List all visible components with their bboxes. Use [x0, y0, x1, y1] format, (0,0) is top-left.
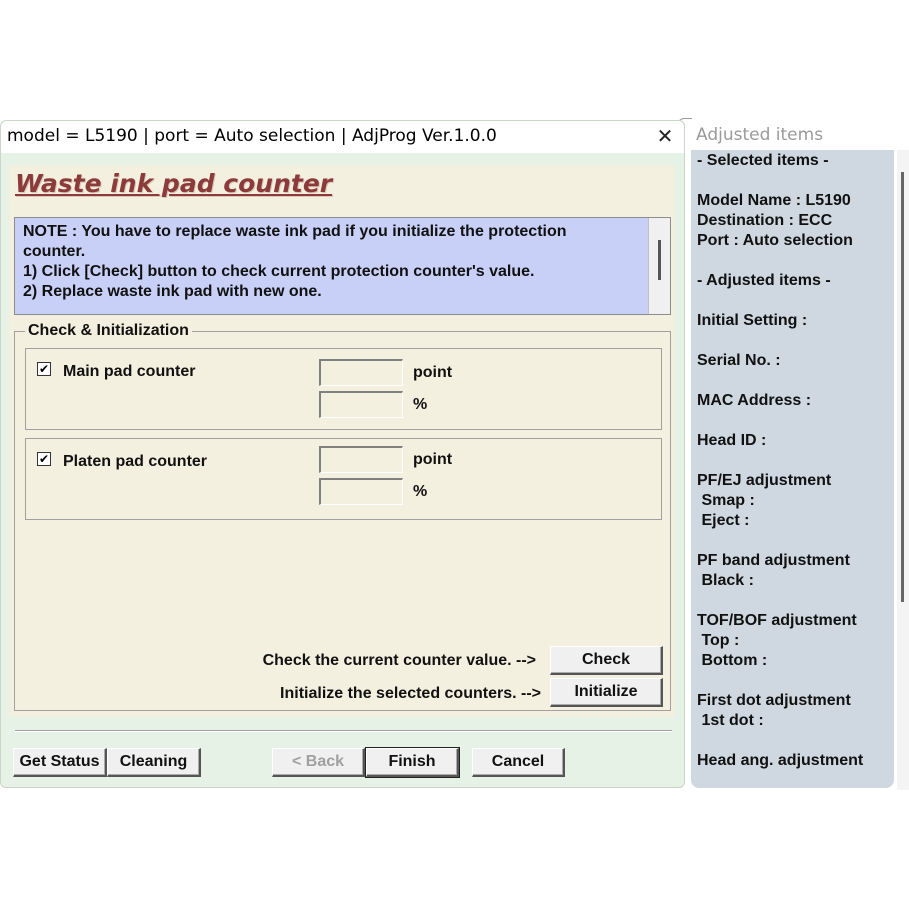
adjusted-item-line: Black :: [697, 572, 754, 589]
adjusted-item-line: Eject :: [697, 512, 750, 529]
adjusted-item-line: Top :: [697, 632, 740, 649]
note-scrollbar[interactable]: [648, 218, 670, 314]
note-line: 1) Click [Check] button to check current protection counter's value.: [23, 263, 535, 280]
check-init-group: [14, 322, 671, 711]
note-scroll-thumb[interactable]: [658, 240, 661, 280]
platen-pad-section: [25, 438, 662, 520]
adjusted-item-line: PF/EJ adjustment: [697, 472, 832, 489]
adjusted-item-line: Head ID :: [697, 432, 767, 449]
main-pad-point-unit: point: [413, 364, 453, 381]
initialize-button[interactable]: Initialize: [550, 678, 663, 707]
main-pad-percent-field[interactable]: [319, 391, 403, 418]
adjusted-item-line: Destination : ECC: [697, 212, 833, 229]
finish-button[interactable]: Finish: [366, 748, 459, 777]
adjusted-item-line: Model Name : L5190: [697, 192, 851, 209]
adjusted-items-list: [691, 150, 894, 788]
note-box: [14, 217, 671, 315]
platen-pad-percent-field[interactable]: [319, 478, 403, 505]
platen-pad-point-unit: point: [413, 451, 453, 468]
cancel-button[interactable]: Cancel: [472, 748, 565, 777]
main-pad-checkbox[interactable]: ✔: [38, 362, 50, 376]
main-pad-section: [25, 348, 662, 430]
note-line: counter.: [23, 243, 86, 260]
adjusted-items-panel: [685, 120, 909, 789]
side-scroll-thumb[interactable]: [901, 172, 904, 602]
note-line: NOTE : You have to replace waste ink pad if you initialize the protection: [23, 223, 567, 240]
adjusted-item-line: 1st dot :: [697, 712, 764, 729]
adjusted-item-line: Initial Setting :: [697, 312, 808, 329]
adjusted-item-line: Bottom :: [697, 652, 768, 669]
adjusted-item-line: Head ang. adjustment: [697, 752, 864, 769]
adjusted-item-line: PF band adjustment: [697, 552, 850, 569]
initialize-prompt: Initialize the selected counters. -->: [280, 685, 541, 702]
cleaning-button[interactable]: Cleaning: [107, 748, 201, 777]
check-prompt: Check the current counter value. -->: [262, 652, 536, 669]
content-panel: [9, 165, 674, 717]
platen-pad-percent-unit: %: [413, 483, 428, 500]
side-scrollbar[interactable]: [897, 150, 909, 790]
close-icon[interactable]: ✕: [656, 124, 674, 148]
note-text: [23, 222, 643, 302]
platen-pad-point-field[interactable]: [319, 446, 403, 473]
adjusted-item-line: TOF/BOF adjustment: [697, 612, 857, 629]
adjusted-item-line: MAC Address :: [697, 392, 812, 409]
back-button[interactable]: < Back: [272, 748, 365, 777]
adjusted-item-line: Smap :: [697, 492, 755, 509]
window-title: model = L5190 | port = Auto selection | AdjProg Ver.1.0.0: [7, 126, 497, 146]
main-pad-percent-unit: %: [413, 396, 428, 413]
adjusted-item-line: First dot adjustment: [697, 692, 851, 709]
platen-pad-label: Platen pad counter: [63, 453, 208, 470]
footer-separator: [15, 730, 672, 732]
adjusted-item-line: Serial No. :: [697, 352, 781, 369]
platen-pad-checkbox[interactable]: ✔: [38, 452, 50, 466]
main-pad-label: Main pad counter: [63, 363, 196, 380]
adjusted-item-line: - Adjusted items -: [697, 272, 831, 289]
note-line: 2) Replace waste ink pad with new one.: [23, 283, 322, 300]
get-status-button[interactable]: Get Status: [13, 748, 107, 777]
main-pad-point-field[interactable]: [319, 359, 403, 386]
adjprog-dialog: [0, 120, 685, 788]
page-title: Waste ink pad counter: [15, 169, 333, 198]
adjusted-item-line: - Selected items -: [697, 152, 829, 169]
adjusted-item-line: Port : Auto selection: [697, 232, 853, 249]
title-bar: [1, 121, 684, 153]
group-title: Check & Initialization: [25, 322, 192, 340]
side-title: Adjusted items: [696, 125, 824, 145]
check-button[interactable]: Check: [550, 646, 663, 675]
